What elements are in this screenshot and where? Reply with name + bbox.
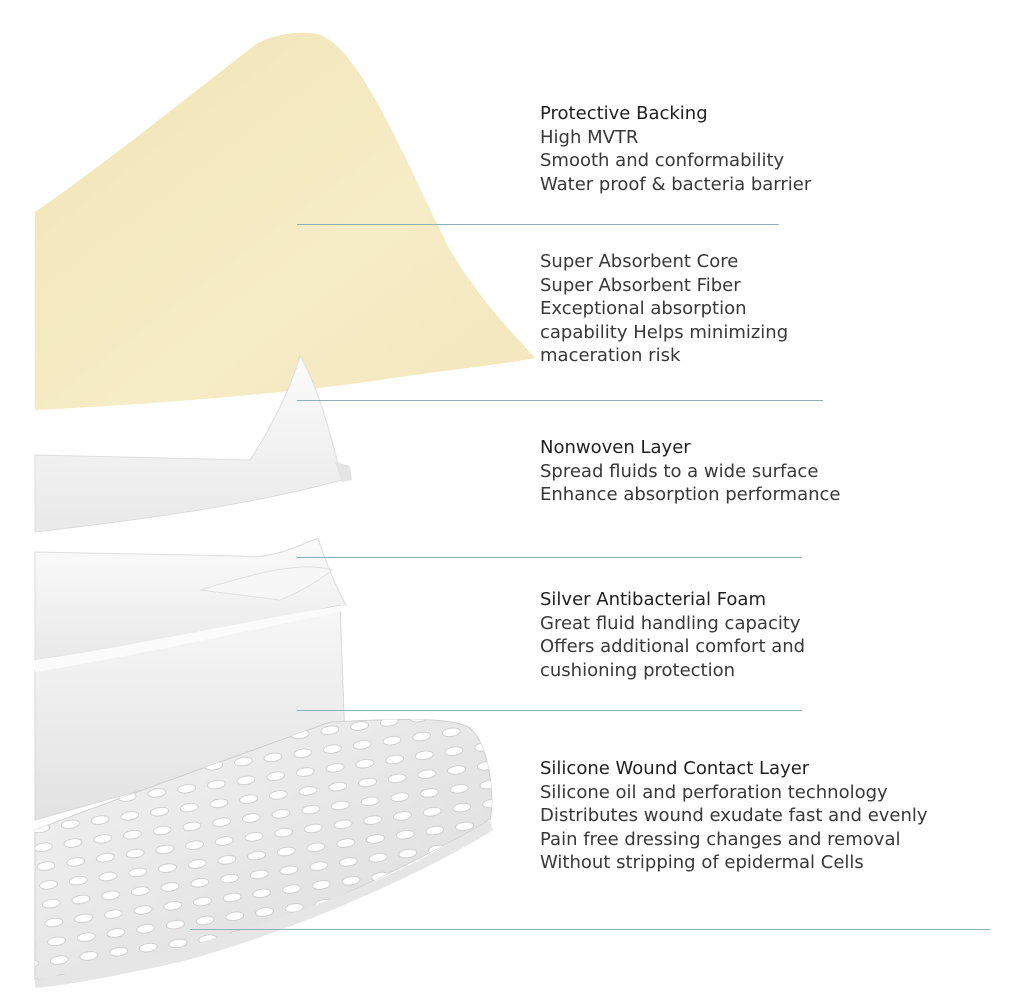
leader-line-silver-foam xyxy=(297,710,802,711)
leader-line-protective-backing xyxy=(297,224,779,225)
nonwoven-title: Nonwoven Layer xyxy=(540,437,691,458)
absorbent-core-line: Super Absorbent Fiber xyxy=(540,274,741,296)
absorbent-core-line: maceration risk xyxy=(540,345,681,367)
silicone-line: Distributes wound exudate fast and evenly xyxy=(540,805,928,827)
nonwoven-line: Enhance absorption performance xyxy=(540,484,841,506)
silver-foam-description xyxy=(540,588,1000,682)
absorbent-core-description xyxy=(540,250,1000,368)
silver-foam-line: cushioning protection xyxy=(540,659,736,681)
silver-foam-title: Silver Antibacterial Foam xyxy=(540,589,766,610)
absorbent-core-line: capability Helps minimizing xyxy=(540,321,789,343)
nonwoven-description xyxy=(540,436,1000,507)
protective-backing-title: Protective Backing xyxy=(540,103,708,124)
leader-line-nonwoven xyxy=(297,557,802,558)
protective-backing-layer xyxy=(35,33,535,410)
silicone-line: Silicone oil and perforation technology xyxy=(540,781,888,803)
silver-foam-line: Offers additional comfort and xyxy=(540,636,806,658)
protective-backing-line: High MVTR xyxy=(540,126,639,148)
nonwoven-line: Spread fluids to a wide surface xyxy=(540,460,819,482)
protective-backing-line: Water proof & bacteria barrier xyxy=(540,173,812,195)
silver-foam-line: Great fluid handling capacity xyxy=(540,612,801,634)
protective-backing-line: Smooth and conformability xyxy=(540,150,785,172)
silicone-line: Pain free dressing changes and removal xyxy=(540,828,901,850)
silicone-line: Without stripping of epidermal Cells xyxy=(540,852,864,874)
absorbent-core-line: Exceptional absorption xyxy=(540,298,747,320)
leader-line-absorbent-core xyxy=(297,400,823,401)
protective-backing-description xyxy=(540,102,1000,196)
absorbent-core-line: Super Absorbent Core xyxy=(540,251,739,272)
silicone-description xyxy=(540,757,1000,875)
silicone-title: Silicone Wound Contact Layer xyxy=(540,758,810,779)
leader-line-silicone xyxy=(190,929,990,930)
